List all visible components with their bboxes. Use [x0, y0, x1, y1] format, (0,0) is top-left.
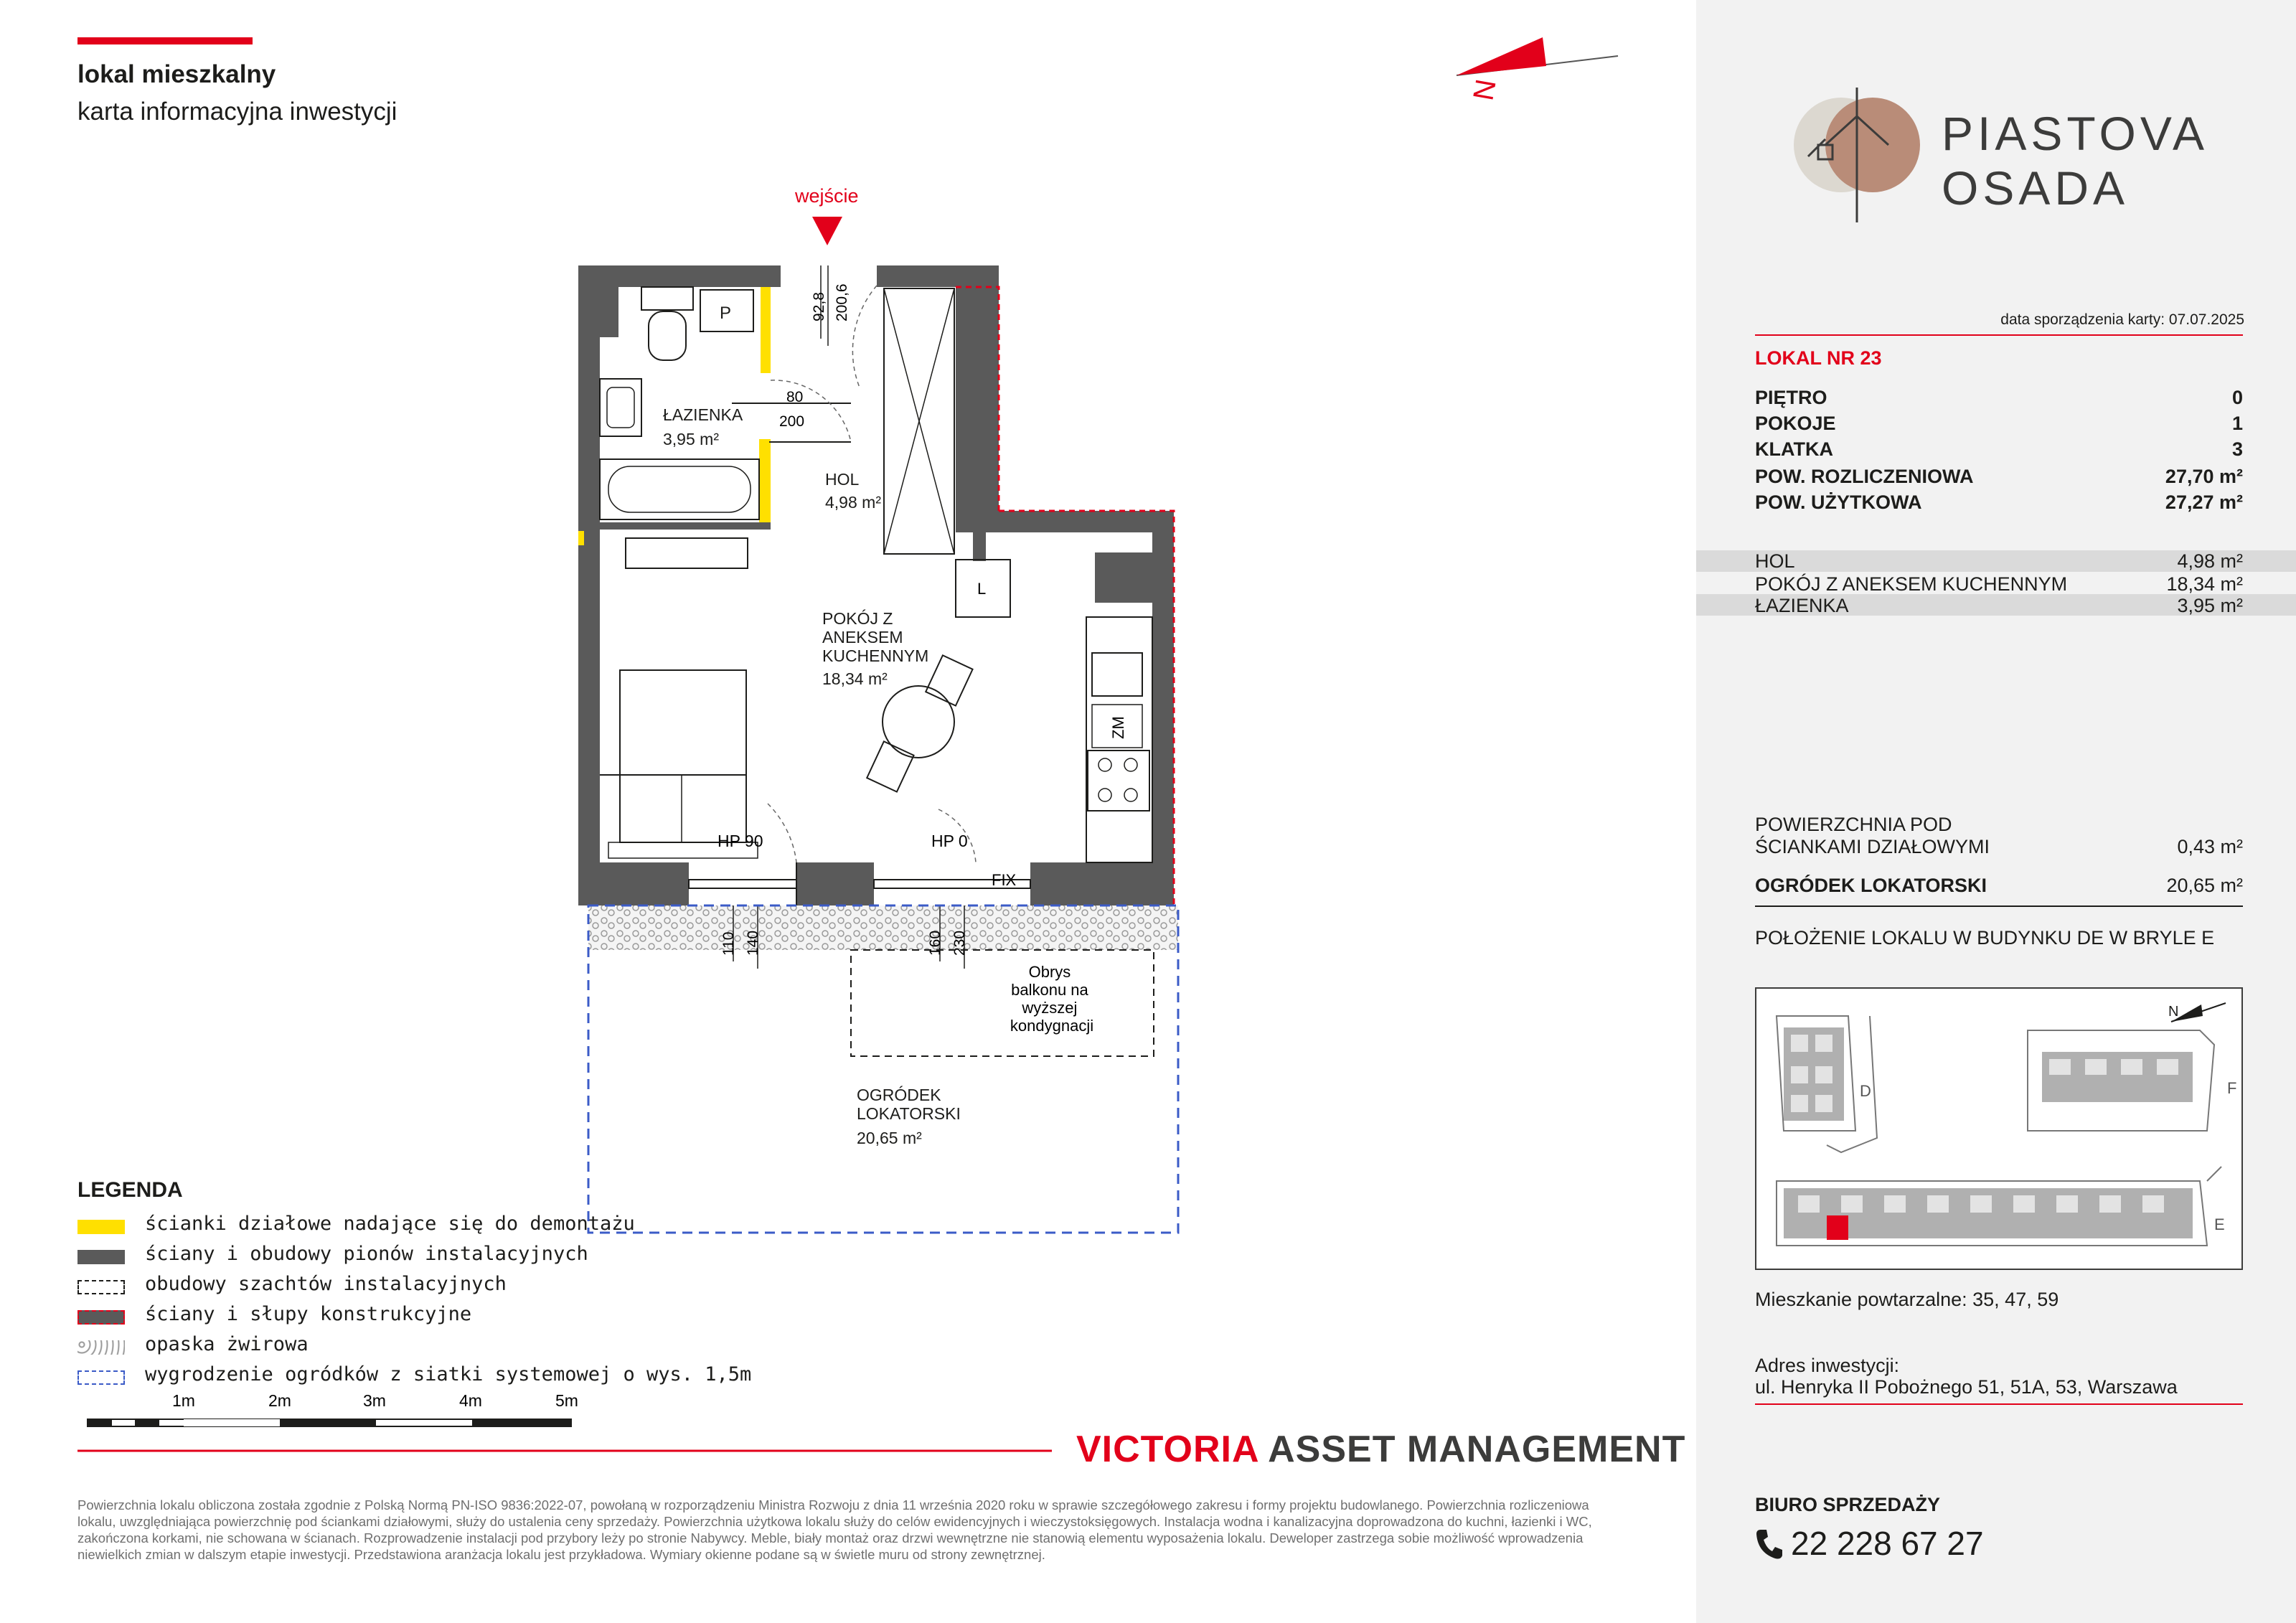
- site-plan: [1755, 987, 2243, 1270]
- bathroom-cabinet: [626, 538, 748, 568]
- legend-swatch-shaft: [77, 1280, 125, 1294]
- svg-text:80: 80: [786, 389, 804, 405]
- living-name-3: KUCHENNYM: [822, 646, 929, 665]
- svg-text:5m: 5m: [555, 1391, 578, 1410]
- legend-swatch-gravel: [77, 1340, 125, 1355]
- svg-text:P: P: [720, 304, 732, 323]
- compass-label: N: [1467, 77, 1502, 103]
- bed-icon: [620, 670, 746, 842]
- svg-text:140: 140: [745, 930, 761, 956]
- stat-staircase: KLATKA 3: [1755, 438, 2243, 460]
- address: ul. Henryka II Pobożnego 51, 51A, 53, Warszawa: [1755, 1376, 2178, 1398]
- stat-usable-area: POW. UŻYTKOWA 27,27 m²: [1755, 491, 2243, 513]
- window-1: [689, 862, 796, 905]
- svg-text:230: 230: [951, 930, 968, 956]
- svg-text:3m: 3m: [363, 1391, 386, 1410]
- svg-text:HP 0: HP 0: [931, 832, 968, 850]
- document-subtitle: karta informacyjna inwestycji: [77, 98, 397, 126]
- sales-phone[interactable]: 22 228 67 27: [1791, 1525, 1984, 1562]
- partition-label-1: POWIERZCHNIA POD: [1755, 814, 1952, 835]
- phone-icon: [1755, 1527, 1784, 1561]
- stat-rooms: POKOJE 1: [1755, 413, 2243, 434]
- logo-text-1: PIASTOVA: [1942, 107, 2209, 160]
- dining-table-icon: [883, 686, 954, 758]
- garden-area-row: OGRÓDEK LOKATORSKI 20,65 m²: [1755, 875, 2243, 896]
- building-location: POŁOŻENIE LOKALU W BUDYNKU DE W BRYLE E: [1755, 927, 2215, 949]
- living-name-2: ANEKSEM: [822, 628, 903, 646]
- unit-number: LOKAL NR 23: [1755, 347, 1882, 369]
- removable-partition: [759, 439, 771, 525]
- svg-text:200: 200: [779, 413, 805, 430]
- svg-text:200,6: 200,6: [834, 283, 850, 321]
- stat-floor: PIĘTRO 0: [1755, 387, 2243, 408]
- svg-text:L: L: [977, 580, 987, 598]
- svg-text:160: 160: [927, 930, 944, 956]
- north-arrow: [1457, 37, 1618, 103]
- sidebar-divider: [1755, 334, 2243, 336]
- gravel-strip: [588, 905, 1178, 950]
- legend-swatch-fence: [77, 1370, 125, 1385]
- sales-office-label: BIURO SPRZEDAŻY: [1755, 1494, 1941, 1515]
- hall-name: HOL: [825, 470, 860, 489]
- removable-partition: [761, 287, 771, 373]
- site-label-d: D: [1860, 1082, 1871, 1100]
- site-label-e: E: [2214, 1215, 2225, 1233]
- unit-location-marker: [1827, 1215, 1848, 1240]
- hall-area: 4,98 m²: [825, 493, 881, 512]
- legend-swatch-partition: [77, 1220, 125, 1234]
- site-label-f: F: [2227, 1079, 2237, 1097]
- bathroom-area: 3,95 m²: [663, 430, 719, 448]
- address-label: Adres inwestycji:: [1755, 1355, 1900, 1376]
- scale-bar: [88, 1391, 578, 1426]
- svg-text:2m: 2m: [268, 1391, 291, 1410]
- svg-text:1m: 1m: [172, 1391, 195, 1410]
- toilet-icon: [641, 287, 693, 310]
- garden-name-2: LOKATORSKI: [857, 1104, 961, 1123]
- room-labels: [663, 405, 961, 1147]
- svg-text:92,8: 92,8: [811, 292, 827, 321]
- svg-text:FIX: FIX: [992, 871, 1017, 889]
- creation-date: data sporządzenia karty: 07.07.2025: [2000, 311, 2244, 328]
- svg-text:ZM: ZM: [1109, 716, 1127, 739]
- garden-fence: [588, 905, 1178, 1233]
- balcony-label: Obrys balkonu na wyższej kondygnacji: [1010, 963, 1094, 1035]
- cooktop-icon: [1088, 751, 1149, 811]
- room-living: POKÓJ Z ANEKSEM KUCHENNYM 18,34 m²: [1755, 573, 2243, 595]
- garden-name-1: OGRÓDEK: [857, 1086, 941, 1104]
- kitchen-sink-icon: [1092, 653, 1142, 696]
- garden-area: 20,65 m²: [857, 1129, 922, 1147]
- sidebar-divider: [1755, 1403, 2243, 1405]
- legend-swatch-installation-wall: [77, 1250, 125, 1264]
- stat-billing-area: POW. ROZLICZENIOWA 27,70 m²: [1755, 466, 2243, 487]
- logo-text-2: OSADA: [1942, 161, 2130, 215]
- developer-logo: VICTORIA ASSET MANAGEMENT: [1076, 1429, 1686, 1470]
- legend-swatch-structural: [77, 1310, 125, 1325]
- sidebar-divider: [1755, 905, 2243, 907]
- living-name-1: POKÓJ Z: [822, 609, 893, 628]
- site-compass-label: N: [2168, 1004, 2179, 1020]
- svg-text:110: 110: [720, 931, 737, 956]
- entrance-label: wejście: [795, 185, 859, 207]
- room-hall: HOL 4,98 m²: [1755, 550, 2243, 572]
- legend-title: LEGENDA: [77, 1178, 183, 1202]
- walls: [578, 265, 1174, 905]
- piastova-logo-icon: [1794, 85, 1923, 225]
- repeat-units: Mieszkanie powtarzalne: 35, 47, 59: [1755, 1289, 2059, 1310]
- room-bathroom: ŁAZIENKA 3,95 m²: [1755, 595, 2243, 616]
- document-title: lokal mieszkalny: [77, 60, 276, 88]
- svg-text:4m: 4m: [459, 1391, 482, 1410]
- balcony-outline: [851, 950, 1154, 1056]
- disclaimer: Powierzchnia lokalu obliczona została zgodnie z Polską Normą PN-ISO 9836:2022-07, powołaną w rozporządzeniu Ministra Rozwoju z dnia 11 września 2020 roku w sprawie szczegółowego zakresu i formy projektu budowlanego. Powierzchnia rozliczeniowa lokalu, uwzględniająca powierzchnię pod ściankami działowymi, służy do ustalenia ceny sprzedaży. Powierzchnia użytkowa lokalu służy do celów ewidencyjnych i wieczystoksięgowych. Instalacja wodna i kanalizacyjna doprowadzona do kuchni, łazienki i WC, zakończona korkami, nie schowana w ścianach. Rozprowadzenie instalacji pod przybory leży po stronie Nabywcy. Meble, biały montaż oraz drzwi wewnętrzne nie stanowią elementu wyposażenia lokalu. Deweloper zastrzega sobie możliwość wprowadzenia niewielkich zmian w dalszym etapie inwestycji. Przedstawiona aranżacja lokalu jest przykładowa. Wymiary okienne podane są w świetle muru od strony zewnętrznej.: [77, 1497, 1592, 1562]
- partition-area: ŚCIANKAMI DZIAŁOWYMI 0,43 m²: [1755, 836, 2243, 857]
- living-area: 18,34 m²: [822, 669, 888, 688]
- entrance-arrow: [812, 217, 842, 245]
- svg-text:HP 90: HP 90: [718, 832, 763, 850]
- bathtub-icon: [600, 459, 759, 519]
- bathroom-name: ŁAZIENKA: [663, 405, 743, 424]
